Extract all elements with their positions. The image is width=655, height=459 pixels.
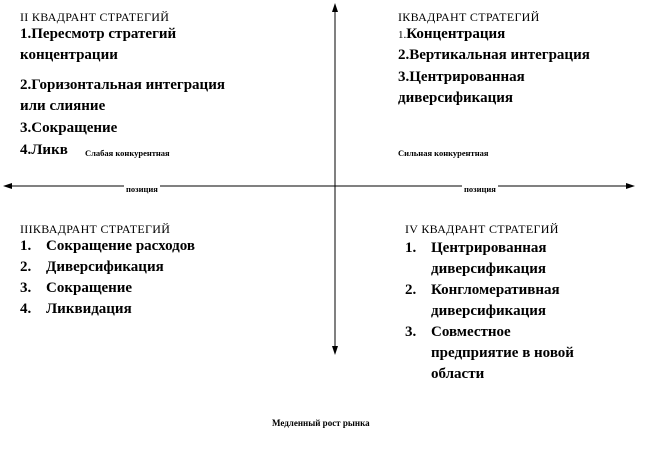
q2-item-3: 3.Сокращение (20, 120, 118, 136)
q1-item-3 (398, 67, 525, 109)
list-item-text (431, 238, 546, 280)
list-item-number: 3. (20, 280, 32, 296)
list-item-line: диверсификация (431, 303, 546, 319)
q3-list (20, 236, 195, 320)
right-axis-label: позиция (464, 184, 496, 194)
list-item-text: Диверсификация (46, 259, 164, 275)
q2-item-1 (20, 24, 176, 66)
list-item-line: области (431, 366, 485, 382)
list-item-number: 2. (20, 259, 32, 275)
list-item-text: Сокращение расходов (46, 238, 195, 254)
q2-title: II КВАДРАНТ СТРАТЕГИЙ (20, 10, 170, 24)
q2-item-4: 4.Ликв (20, 142, 68, 158)
q4-list (405, 238, 574, 385)
q2-item-1-line-1: 1.Пересмотр стратегий (20, 26, 177, 42)
horizontal-axis (3, 183, 635, 189)
arrow-down-icon (332, 346, 338, 355)
list-item (20, 299, 195, 320)
q2-position-note: Слабая конкурентная (85, 148, 170, 158)
q1-item-3-line-1: 3.Центрированная (398, 69, 525, 85)
vertical-axis (332, 3, 338, 355)
list-item (20, 257, 195, 278)
list-item-line: предприятие в новой (431, 345, 574, 361)
arrow-left-icon (3, 183, 12, 189)
list-item-line: Конгломеративная (431, 282, 560, 298)
list-item-number: 2. (405, 282, 417, 298)
bottom-axis-label: Медленный рост рынка (272, 418, 370, 428)
q2-item-2-line-1: 2.Горизонтальная интеграция (20, 77, 225, 93)
q1-item-3-line-2: диверсификация (398, 90, 513, 106)
q1-item-2: 2.Вертикальная интеграция (398, 47, 590, 63)
list-item-line: Центрированная (431, 240, 547, 256)
list-item-number: 1. (405, 240, 417, 256)
q2-item-2 (20, 75, 225, 117)
list-item-text (431, 322, 574, 385)
q2-item-2-line-2: или слияние (20, 98, 106, 114)
q1-item-1-num: 1. (398, 29, 407, 41)
q1-item-1-text: Концентрация (406, 26, 506, 42)
list-item (20, 278, 195, 299)
q1-item-1 (398, 24, 505, 46)
list-item-number: 4. (20, 301, 32, 317)
q3-title: IIIКВАДРАНТ СТРАТЕГИЙ (20, 222, 171, 236)
list-item-number: 3. (405, 324, 417, 340)
q4-title: IV КВАДРАНТ СТРАТЕГИЙ (405, 222, 559, 236)
list-item-text: Ликвидация (46, 301, 132, 317)
list-item (405, 322, 574, 385)
q2-item-1-line-2: концентрации (20, 47, 118, 63)
arrow-right-icon (626, 183, 635, 189)
arrow-up-icon (332, 3, 338, 12)
list-item (405, 238, 574, 280)
list-item-line: Совместное (431, 324, 511, 340)
list-item-number: 1. (20, 238, 32, 254)
list-item (20, 236, 195, 257)
list-item-text (431, 280, 560, 322)
q1-title: IКВАДРАНТ СТРАТЕГИЙ (398, 10, 540, 24)
list-item (405, 280, 574, 322)
list-item-text: Сокращение (46, 280, 133, 296)
q1-position-note: Сильная конкурентная (398, 148, 489, 158)
left-axis-label: позиция (126, 184, 158, 194)
list-item-line: диверсификация (431, 261, 546, 277)
